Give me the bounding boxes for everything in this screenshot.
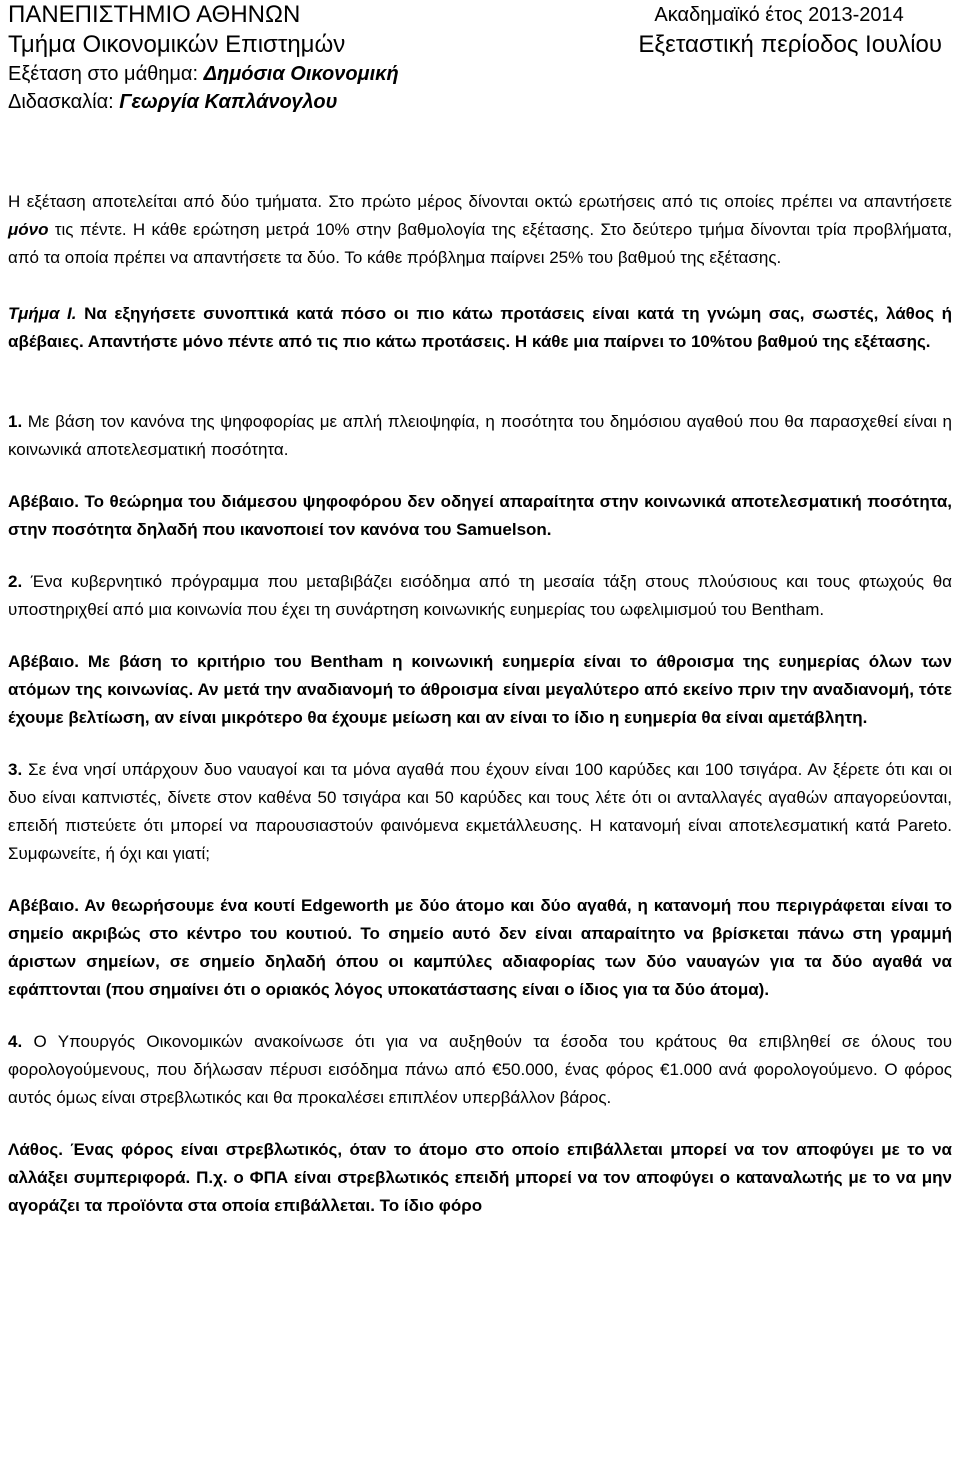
answer-verdict: Αβέβαιο. [8,492,79,511]
spacer [8,272,952,300]
teacher-line [8,88,399,116]
intro-text-1: Η εξέταση αποτελείται από δύο τμήματα. Στο πρώτο μέρος δίνονται οκτώ ερωτήσεις από τις οποίες πρέπει να απαντήσετε [8,192,952,211]
question-4 [8,1028,952,1112]
course-prefix: Εξέταση στο μάθημα: [8,63,204,85]
teacher-prefix: Διδασκαλία: [8,91,120,113]
answer-text: Με βάση το κριτήριο του Bentham η κοινωνική ευημερία είναι το άθροισμα της ευημερίας όλων των ατόμων της κοινωνίας. Αν μετά την αναδιανομή το άθροισμα είναι μεγαλύτερο από εκείνο πριν την αναδιανομή, τότε έχουμε βελτίωση, αν είναι μικρότερο θα έχουμε μείωση και αν είναι το ίδιο η ευημερία θα είναι αμετάβλητη. [8,652,952,727]
intro-text-2: τις πέντε. Η κάθε ερώτηση μετρά 10% στην βαθμολογία της εξέτασης. Στο δεύτερο τμήμα δίνονται τρία προβλήματα, από τα οποία πρέπει να απαντήσετε τα δύο. Το κάθε πρόβλημα παίρνει 25% του βαθμού της εξέτασης. [8,220,952,267]
answer-2 [8,648,952,732]
spacer [8,544,952,568]
question-number: 1. [8,412,23,431]
question-1 [8,408,952,464]
spacer [8,1004,952,1028]
university-name: ΠΑΝΕΠΙΣΤΗΜΙΟ ΑΘΗΝΩΝ [8,1,301,28]
exam-period: Εξεταστική περίοδος Ιουλίου [638,31,942,58]
section-instructions-text: Να εξηγήσετε συνοπτικά κατά πόσο οι πιο κάτω προτάσεις είναι κατά τη γνώμη σας, σωστές, λάθος ή αβέβαιες. Απαντήστε μόνο πέντε από τις πιο κάτω προτάσεις. Η κάθε μια παίρνει το 10%του βαθμού της εξέτασης. [8,304,952,351]
answer-text: Ένας φόρος είναι στρεβλωτικός, όταν το άτομο στο οποίο επιβάλλεται μπορεί να τον αποφύγει με το να αλλάξει συμπεριφορά. Π.χ. ο ΦΠΑ είναι στρεβλωτικός επειδή μπορεί να τον αποφύγει ο καταναλωτής με το να μην αγοράζει τα προϊόντα στα οποία επιβάλλεται. Το ίδιο φόρο [8,1140,952,1215]
question-text: Ένα κυβερνητικό πρόγραμμα που μεταβιβάζει εισόδημα από τη μεσαία τάξη στους πλούσιους και τους φτωχούς θα υποστηριχθεί από μια κοινωνία που έχει τη συνάρτηση κοινωνικής ευημερίας του ωφελιμισμού του Bentham. [8,572,952,619]
question-number: 2. [8,572,23,591]
question-text: Με βάση τον κανόνα της ψηφοφορίας με απλή πλειοψηφία, η ποσότητα του δημόσιου αγαθού που θα παρασχεθεί είναι η κοινωνικά αποτελεσματική ποσότητα. [8,412,952,459]
header-right [638,0,942,60]
answer-text: Το θεώρημα του διάμεσου ψηφοφόρου δεν οδηγεί απαραίτητα στην κοινωνικά αποτελεσματική ποσότητα, στην ποσότητα δηλαδή που ικανοποιεί τον κανόνα του Samuelson. [8,492,952,539]
question-text: Σε ένα νησί υπάρχουν δυο ναυαγοί και τα μόνα αγαθά που έχουν είναι 100 καρύδες και 100 τσιγάρα. Αν ξέρετε ότι και οι δυο είναι καπνιστές, δίνετε στον καθένα 50 τσιγάρα και 50 καρύδες και τους λέτε ότι οι ανταλλαγές αγαθών απαγορεύονται, επειδή πιστεύετε ότι μπορεί να παρουσιαστούν φαινόμενα εκμετάλλευσης. Η κατανομή είναι αποτελεσματική κατά Pareto. Συμφωνείτε, ή όχι και γιατί; [8,760,952,863]
exam-body [8,188,952,1220]
intro-paragraph [8,188,952,272]
answer-verdict: Αβέβαιο. [8,896,79,915]
spacer [8,464,952,488]
course-line [8,60,399,88]
spacer [8,356,952,384]
question-number: 3. [8,760,23,779]
question-text: Ο Υπουργός Οικονομικών ανακοίνωσε ότι για να αυξηθούν τα έσοδα του κράτους θα επιβληθεί σε όλους του φορολογούμενους, που δήλωσαν πέρυσι εισόδημα πάνω από €50.000, ένας φόρος €1.000 ανά φορολογούμενο. Ο φόρος αυτός όμως είναι στρεβλωτικός και θα προκαλέσει επιπλέον υπερβάλλον βάρος. [8,1032,952,1107]
answer-verdict: Λάθος. [8,1140,63,1159]
academic-year: Ακαδημαϊκό έτος 2013-2014 [654,4,904,26]
header-left [8,0,399,116]
teacher-name: Γεωργία Καπλάνογλου [119,91,338,113]
question-2 [8,568,952,624]
question-number: 4. [8,1032,23,1051]
answer-verdict: Αβέβαιο. [8,652,79,671]
spacer [8,1112,952,1136]
header [8,0,952,150]
answer-4 [8,1136,952,1220]
spacer [8,868,952,892]
department-name: Τμήμα Οικονομικών Επιστημών [8,31,346,58]
answer-1 [8,488,952,544]
intro-emphasis: μόνο [8,220,49,239]
spacer [8,384,952,408]
question-3 [8,756,952,868]
section-instructions [8,300,952,356]
spacer [8,732,952,756]
spacer [8,624,952,648]
course-title: Δημόσια Οικονομική [203,63,399,85]
answer-text: Αν θεωρήσουμε ένα κουτί Edgeworth με δύο άτομο και δύο αγαθά, η κατανομή που περιγράφεται είναι το σημείο ακριβώς στο κέντρο του κουτιού. Το σημείο αυτό δεν είναι απαραίτητο να βρίσκεται πάνω στη γραμμή άριστων σημείων, σε σημείο δηλαδή όπου οι καμπύλες αδιαφορίας των δύο ναυαγών για τα δύο αγαθά να εφάπτονται (που σημαίνει ότι ο οριακός λόγος υποκατάστασης είναι ο ίδιος για τα δύο άτομα). [8,896,952,999]
section-title: Τμήμα Ι. [8,304,77,323]
answer-3 [8,892,952,1004]
